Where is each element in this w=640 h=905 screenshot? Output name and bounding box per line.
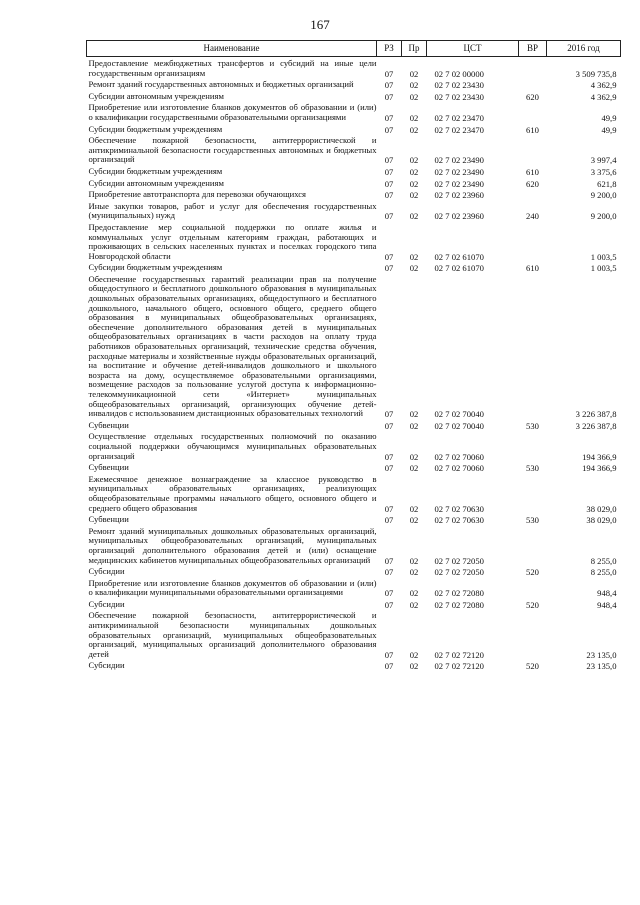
row-amount: 194 366,9 — [582, 463, 617, 474]
row-vr: 520 — [526, 567, 539, 578]
row-pr: 02 — [409, 80, 419, 91]
table-row — [87, 599, 621, 611]
row-pr: 02 — [409, 155, 419, 166]
header-vr: ВР — [519, 41, 547, 57]
table-row — [87, 660, 621, 672]
row-amount: 49,9 — [601, 112, 617, 123]
row-amount: 3 226 387,8 — [575, 409, 617, 420]
row-cst: 02 7 02 72120 — [434, 661, 484, 672]
row-amount: 3 375,6 — [590, 166, 617, 177]
row-name: Ремонт зданий государственных автономных и бюджетных организаций — [88, 79, 354, 90]
row-pr: 02 — [409, 420, 419, 431]
row-rz: 07 — [384, 263, 394, 274]
row-amount: 948,4 — [597, 588, 617, 599]
row-amount: 38 029,0 — [586, 503, 617, 514]
row-rz: 07 — [384, 124, 394, 135]
row-name: Предоставление межбюджетных трансфертов и субсидий на иные цели государственным организациям — [88, 58, 377, 78]
row-name: Иные закупки товаров, работ и услуг для обеспечения государственных (муниципальных) нужд — [88, 200, 377, 221]
table-row — [87, 57, 621, 80]
table-row — [87, 274, 621, 420]
row-rz: 07 — [384, 555, 394, 566]
row-vr — [519, 274, 547, 420]
row-cst: 02 7 02 72050 — [434, 567, 484, 578]
row-cst: 02 7 02 70630 — [434, 515, 484, 526]
row-pr: 02 — [409, 451, 419, 462]
row-cst: 02 7 02 72080 — [434, 588, 484, 599]
row-rz: 07 — [384, 599, 394, 610]
row-vr: 610 — [526, 263, 539, 274]
header-year: 2016 год — [547, 41, 621, 57]
row-cst: 02 7 02 72080 — [434, 599, 484, 610]
row-pr: 02 — [409, 263, 419, 274]
table-row — [87, 610, 621, 660]
table-row — [87, 178, 621, 190]
table-row — [87, 201, 621, 222]
row-amount: 621,8 — [597, 178, 617, 189]
row-name: Приобретение автотранспорта для перевозки обучающихся — [88, 189, 307, 200]
table-header-row — [87, 41, 621, 57]
row-rz: 07 — [384, 503, 394, 514]
row-name: Ремонт зданий муниципальных дошкольных образовательных организаций, муниципальных общеобразовательных организаций, муниципальных организаций дополнительного образования детей и (или) оснащение медицинских кабинетов муниципальных общеобразовательных организаций — [88, 525, 377, 565]
row-rz: 07 — [384, 68, 394, 79]
row-cst: 02 7 02 00000 — [434, 68, 484, 79]
row-rz: 07 — [384, 166, 394, 177]
row-amount: 3 997,4 — [590, 155, 617, 166]
row-vr: 240 — [526, 211, 539, 222]
row-pr: 02 — [409, 190, 419, 201]
row-pr: 02 — [409, 649, 419, 660]
table-row — [87, 91, 621, 103]
row-cst: 02 7 02 70040 — [434, 420, 484, 431]
row-cst: 02 7 02 61070 — [434, 263, 484, 274]
table-row — [87, 102, 621, 123]
budget-table-body — [87, 57, 621, 673]
row-rz: 07 — [384, 515, 394, 526]
row-name: Субсидии автономным учреждениям — [88, 177, 224, 188]
table-row — [87, 79, 621, 91]
row-vr: 520 — [526, 599, 539, 610]
row-vr — [519, 135, 547, 166]
row-cst: 02 7 02 23490 — [434, 155, 484, 166]
row-vr — [519, 526, 547, 566]
table-row — [87, 526, 621, 566]
row-cst: 02 7 02 70060 — [434, 463, 484, 474]
row-vr: 530 — [526, 420, 539, 431]
table-row — [87, 578, 621, 599]
row-amount: 8 255,0 — [590, 555, 617, 566]
row-pr: 02 — [409, 588, 419, 599]
row-cst: 02 7 02 23490 — [434, 178, 484, 189]
row-rz: 07 — [384, 80, 394, 91]
row-pr: 02 — [409, 91, 419, 102]
row-pr: 02 — [409, 211, 419, 222]
row-vr: 610 — [526, 124, 539, 135]
row-name: Субсидии — [88, 660, 125, 671]
table-row — [87, 166, 621, 178]
header-name: Наименование — [87, 41, 377, 57]
header-rz: РЗ — [377, 41, 402, 57]
table-row — [87, 222, 621, 262]
row-cst: 02 7 02 70060 — [434, 451, 484, 462]
row-name: Приобретение или изготовление бланков документов об образовании и (или) о квалификации государственными образовательными организациями — [88, 102, 377, 122]
row-name: Предоставление мер социальной поддержки по оплате жилья и коммунальных услуг отдельным категориям граждан, работающих и проживающих в сельских населенных пунктах и поселках городского типа Новгородской области — [88, 221, 377, 261]
row-pr: 02 — [409, 166, 419, 177]
row-rz: 07 — [384, 649, 394, 660]
table-row — [87, 462, 621, 474]
row-cst: 02 7 02 72050 — [434, 555, 484, 566]
row-cst: 02 7 02 70630 — [434, 503, 484, 514]
row-rz: 07 — [384, 661, 394, 672]
row-vr: 620 — [526, 91, 539, 102]
row-rz: 07 — [384, 567, 394, 578]
row-amount: 4 362,9 — [590, 91, 617, 102]
row-vr — [519, 474, 547, 514]
row-pr: 02 — [409, 515, 419, 526]
row-rz: 07 — [384, 211, 394, 222]
row-amount: 8 255,0 — [590, 567, 617, 578]
row-rz: 07 — [384, 451, 394, 462]
row-name: Ежемесячное денежное вознаграждение за классное руководство в муниципальных образовательных организациях, реализующих общеобразовательные программы начального общего, основного общего и среднего общего образования — [88, 473, 377, 513]
row-vr — [519, 79, 547, 91]
row-pr: 02 — [409, 661, 419, 672]
row-cst: 02 7 02 23960 — [434, 190, 484, 201]
table-row — [87, 474, 621, 514]
row-amount: 3 226 387,8 — [575, 420, 617, 431]
row-vr — [519, 431, 547, 462]
row-vr — [519, 102, 547, 123]
row-rz: 07 — [384, 155, 394, 166]
row-name: Субсидии бюджетным учреждениям — [88, 262, 223, 273]
table-row — [87, 135, 621, 166]
table-row — [87, 124, 621, 136]
row-amount: 9 200,0 — [590, 211, 617, 222]
table-row — [87, 262, 621, 274]
row-cst: 02 7 02 61070 — [434, 251, 484, 262]
row-vr — [519, 578, 547, 599]
row-pr: 02 — [409, 567, 419, 578]
row-name: Субсидии бюджетным учреждениям — [88, 165, 223, 176]
row-cst: 02 7 02 23430 — [434, 91, 484, 102]
row-amount: 3 509 735,8 — [575, 68, 617, 79]
row-pr: 02 — [409, 409, 419, 420]
row-pr: 02 — [409, 555, 419, 566]
row-rz: 07 — [384, 409, 394, 420]
row-vr: 530 — [526, 463, 539, 474]
row-vr: 620 — [526, 178, 539, 189]
row-rz: 07 — [384, 420, 394, 431]
row-pr: 02 — [409, 463, 419, 474]
row-amount: 23 135,0 — [586, 661, 617, 672]
row-rz: 07 — [384, 588, 394, 599]
budget-table — [86, 40, 621, 672]
row-name: Обеспечение государственных гарантий реализации прав на получение общедоступного и бесплатного дошкольного образования в муниципальных дошкольных образовательных организациях, общедоступного и бесплатного дошкольного, начального общего, основного общего, среднего общего образования в муниципальных общеобразовательных организациях, обеспечение дополнительного образования детей в муниципальных общеобразовательных организациях в части расходов на оплату труда работников образовательных организаций, технические средства обучения, расходные материалы и хозяйственные нужды образовательных организаций, на воспитание и обучение детей-инвалидов дошкольного и школьного возраста на дому, осуществляемое образовательными организациями, возмещение расходов за пользование услугой доступа к информационно-телекоммуникационной сети «Интернет» муниципальных общеобразовательных организаций, организующих обучение детей-инвалидов с использованием дистанционных образовательных технологий — [88, 273, 377, 419]
row-cst: 02 7 02 23960 — [434, 211, 484, 222]
row-vr: 610 — [526, 166, 539, 177]
row-vr — [519, 57, 547, 80]
row-cst: 02 7 02 23470 — [434, 112, 484, 123]
table-row — [87, 514, 621, 526]
row-pr: 02 — [409, 112, 419, 123]
page-number: 167 — [310, 17, 330, 32]
row-rz: 07 — [384, 91, 394, 102]
row-name: Субсидии автономным учреждениям — [88, 90, 224, 101]
row-name: Осуществление отдельных государственных полномочий по оказанию социальной поддержки обучающимся муниципальных образовательных организаций — [88, 431, 377, 461]
row-amount: 4 362,9 — [590, 80, 617, 91]
row-amount: 1 003,5 — [590, 263, 617, 274]
row-name: Субсидии — [88, 566, 125, 577]
row-amount: 948,4 — [597, 599, 617, 610]
row-vr — [519, 222, 547, 262]
table-row — [87, 431, 621, 462]
row-vr — [519, 189, 547, 201]
row-name: Субсидии бюджетным учреждениям — [88, 123, 223, 134]
row-pr: 02 — [409, 503, 419, 514]
row-vr: 520 — [526, 661, 539, 672]
row-pr: 02 — [409, 599, 419, 610]
row-cst: 02 7 02 23470 — [434, 124, 484, 135]
row-name: Обеспечение пожарной безопасности, антитеррористической и антикриминальной безопасности муниципальных дошкольных образовательных организаций, муниципальных общеобразовательных организаций, муниципальных организаций дополнительного образования детей — [88, 610, 377, 659]
row-amount: 9 200,0 — [590, 190, 617, 201]
row-pr: 02 — [409, 178, 419, 189]
row-name: Субсидии — [88, 598, 125, 609]
row-rz: 07 — [384, 112, 394, 123]
row-rz: 07 — [384, 178, 394, 189]
row-amount: 23 135,0 — [586, 649, 617, 660]
row-name: Обеспечение пожарной безопасности, антитеррористической и антикриминальной безопасности государственных автономных и бюджетных организаций — [88, 135, 377, 165]
table-row — [87, 189, 621, 201]
row-name: Субвенции — [88, 514, 129, 525]
table-row — [87, 566, 621, 578]
row-cst: 02 7 02 23430 — [434, 80, 484, 91]
row-name: Приобретение или изготовление бланков документов об образовании и (или) о квалификации муниципальными образовательными организациями — [88, 577, 377, 598]
row-name: Субвенции — [88, 462, 129, 473]
row-amount: 1 003,5 — [590, 251, 617, 262]
row-amount: 38 029,0 — [586, 515, 617, 526]
row-pr: 02 — [409, 124, 419, 135]
row-vr — [519, 610, 547, 660]
row-name: Субвенции — [88, 419, 129, 430]
row-amount: 194 366,9 — [582, 451, 617, 462]
header-cst: ЦСТ — [427, 41, 519, 57]
row-cst: 02 7 02 70040 — [434, 409, 484, 420]
row-vr: 530 — [526, 515, 539, 526]
table-row — [87, 420, 621, 432]
header-pr: Пр — [402, 41, 427, 57]
row-rz: 07 — [384, 251, 394, 262]
row-pr: 02 — [409, 68, 419, 79]
row-rz: 07 — [384, 190, 394, 201]
row-pr: 02 — [409, 251, 419, 262]
row-rz: 07 — [384, 463, 394, 474]
row-cst: 02 7 02 23490 — [434, 166, 484, 177]
row-amount: 49,9 — [601, 124, 617, 135]
row-cst: 02 7 02 72120 — [434, 649, 484, 660]
